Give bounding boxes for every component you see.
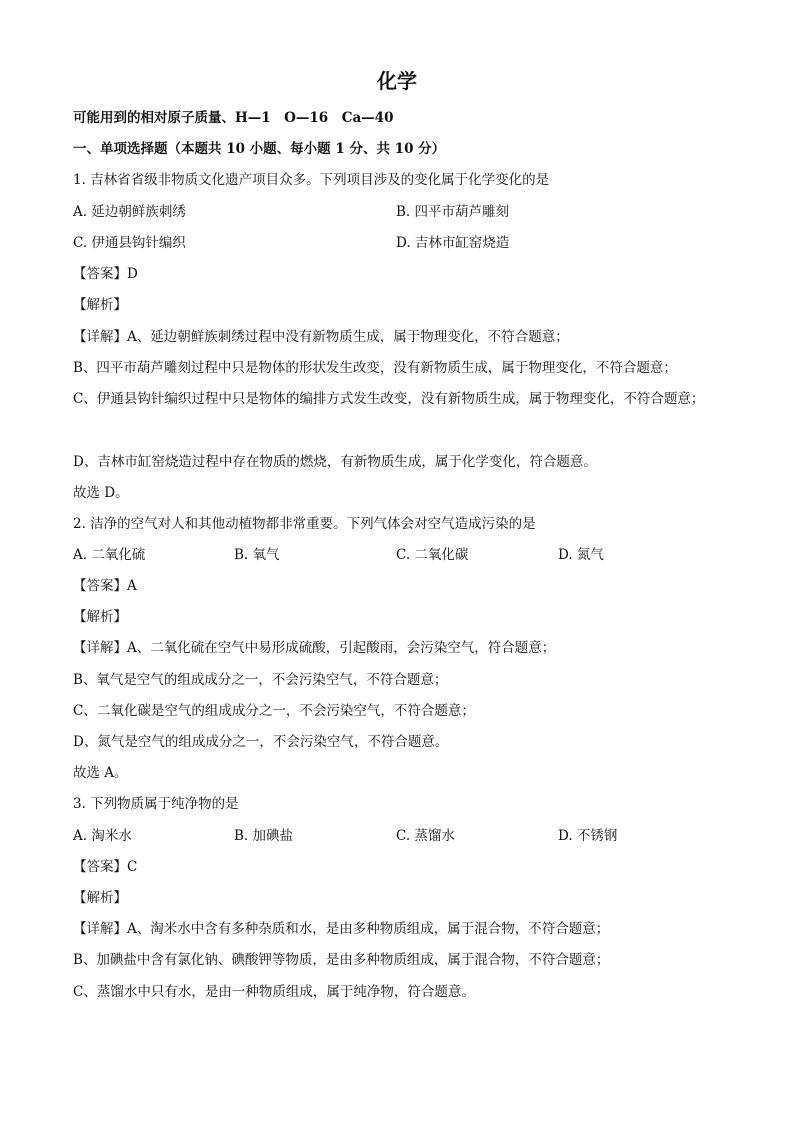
q2-conclusion: 故选 A。 <box>73 765 128 781</box>
q1-detail-c: C、伊通县钩针编织过程中只是物体的编排方式发生改变，没有新物质生成，属于物理变化，不符合题意； <box>73 391 705 407</box>
q1-conclusion: 故选 D。 <box>73 485 129 501</box>
q1-option-c: C. 伊通县钩针编织 <box>73 235 186 251</box>
q2-detail-b: B、氧气是空气的组成成分之一，不会污染空气，不符合题意； <box>73 672 448 688</box>
q3-detail-c: C、蒸馏水中只有水，是由一种物质组成，属于纯净物，符合题意。 <box>73 984 475 1000</box>
q3-analysis: 【解析】 <box>73 890 127 906</box>
q3-stem: 3. 下列物质属于纯净物的是 <box>73 796 239 812</box>
q1-stem: 1. 吉林省省级非物质文化遗产项目众多。下列项目涉及的变化属于化学变化的是 <box>73 172 550 188</box>
q1-detail-b: B、四平市葫芦雕刻过程中只是物体的形状发生改变，没有新物质生成，属于物理变化，不符合题意； <box>73 360 677 376</box>
q2-analysis: 【解析】 <box>73 609 127 625</box>
q1-detail-d: D、吉林市缸窑烧造过程中存在物质的燃烧，有新物质生成，属于化学变化，符合题意。 <box>73 454 597 470</box>
section-heading: 一、单项选择题（本题共 10 小题、每小题 1 分、共 10 分） <box>73 141 446 157</box>
q1-option-a: A. 延边朝鲜族刺绣 <box>73 204 186 220</box>
q1-analysis: 【解析】 <box>73 297 127 313</box>
q3-detail-a: 【详解】A、淘米水中含有多种杂质和水，是由多种物质组成，属于混合物，不符合题意； <box>73 921 610 937</box>
q2-option-c: C. 二氧化碳 <box>396 547 469 563</box>
q2-stem: 2. 洁净的空气对人和其他动植物都非常重要。下列气体会对空气造成污染的是 <box>73 516 536 532</box>
q3-option-b: B. 加碘盐 <box>234 828 294 844</box>
q3-option-d: D. 不锈钢 <box>558 828 618 844</box>
q3-answer: 【答案】C <box>73 859 138 875</box>
q1-option-d: D. 吉林市缸窑烧造 <box>396 235 510 251</box>
q2-answer: 【答案】A <box>73 578 137 594</box>
q2-option-b: B. 氧气 <box>234 547 280 563</box>
q2-detail-a: 【详解】A、二氧化硫在空气中易形成硫酸，引起酸雨，会污染空气，符合题意； <box>73 640 556 656</box>
q2-detail-c: C、二氧化碳是空气的组成成分之一，不会污染空气，不符合题意； <box>73 703 475 719</box>
page-title: 化学 <box>377 69 417 93</box>
q2-detail-d: D、氮气是空气的组成成分之一，不会污染空气，不符合题意。 <box>73 734 449 750</box>
q3-option-c: C. 蒸馏水 <box>396 828 455 844</box>
q1-detail-a: 【详解】A、延边朝鲜族刺绣过程中没有新物质生成，属于物理变化，不符合题意； <box>73 329 569 345</box>
q2-option-a: A. 二氧化硫 <box>73 547 146 563</box>
q1-answer: 【答案】D <box>73 266 138 282</box>
q3-option-a: A. 淘米水 <box>73 828 132 844</box>
atomic-mass-line: 可能用到的相对原子质量、H—1 O—16 Ca—40 <box>73 110 394 126</box>
q1-option-b: B. 四平市葫芦雕刻 <box>396 204 510 220</box>
q3-detail-b: B、加碘盐中含有氯化钠、碘酸钾等物质，是由多种物质组成，属于混合物，不符合题意； <box>73 952 610 968</box>
q2-option-d: D. 氮气 <box>558 547 604 563</box>
